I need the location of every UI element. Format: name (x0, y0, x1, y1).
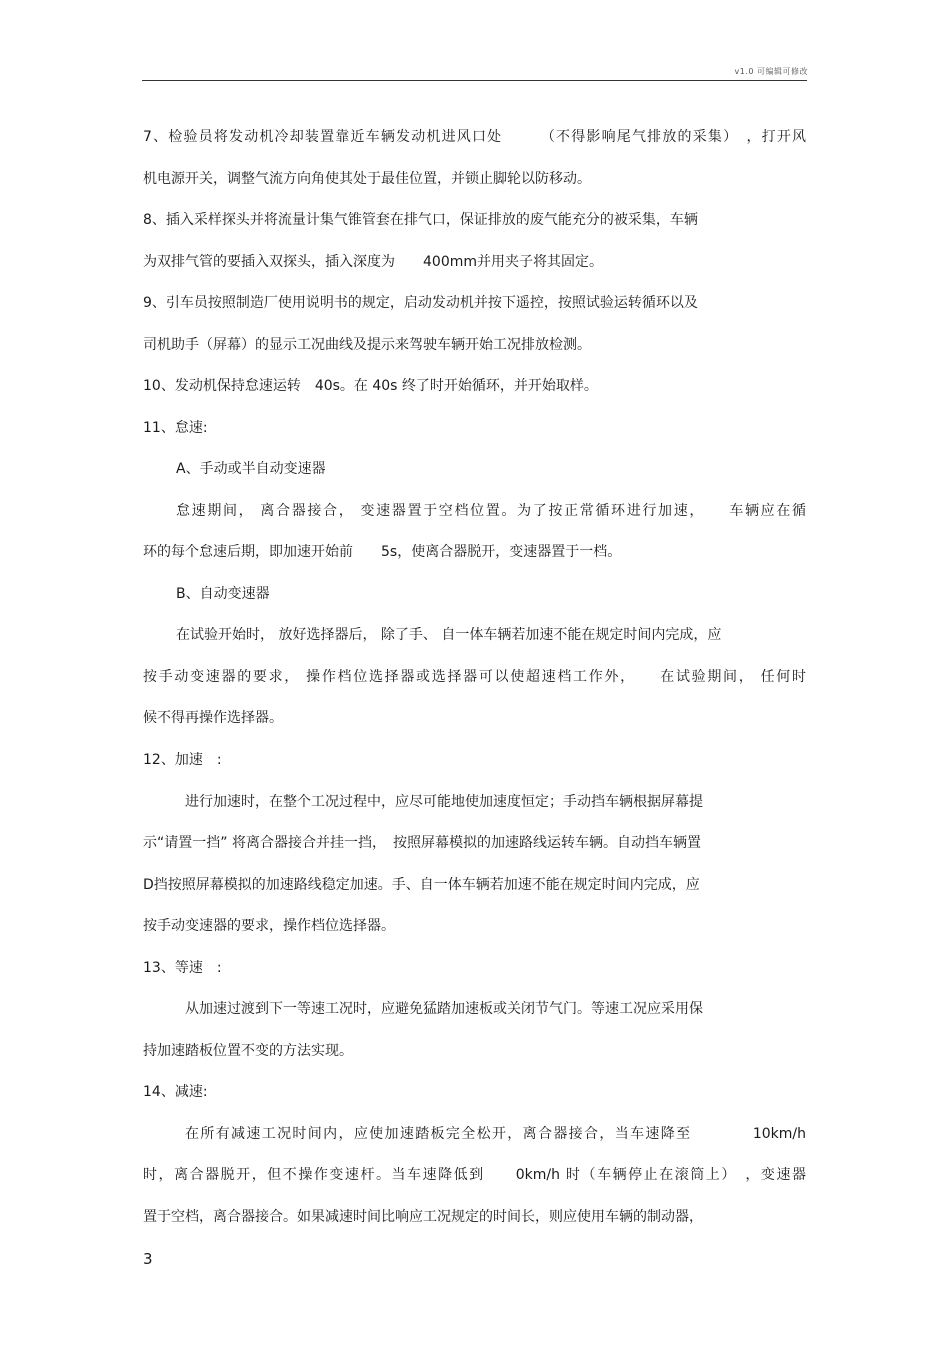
header-label: v1.0 可编辑可修改 (734, 67, 808, 76)
subsection-heading: A、手动或半自动变速器 (176, 461, 326, 477)
text-line: 环的每个怠速后期，即加速开始前 5s，使离合器脱开，变速器置于一档。 (143, 544, 622, 560)
text-line: 按手动变速器的要求， 操作档位选择器或选择器可以使超速档工作外， 在试验期间， 任何时 (143, 669, 806, 685)
section-heading: 12、加速 : (143, 752, 222, 768)
text-line: 司机助手（屏幕）的显示工况曲线及提示来驾驶车辆开始工况排放检测。 (143, 337, 591, 353)
text-line: 置于空档，离合器接合。如果减速时间比响应工况规定的时间长，则应使用车辆的制动器， (143, 1209, 703, 1225)
text-line: 按手动变速器的要求，操作档位选择器。 (143, 918, 395, 934)
text-line: 示“请置一挡” 将离合器接合并挂一挡， 按照屏幕模拟的加速路线运转车辆。自动挡车辆置 (143, 835, 701, 851)
text-line: 8、插入采样探头并将流量计集气锥管套在排气口，保证排放的废气能充分的被采集，车辆 (143, 212, 698, 228)
text-line: 进行加速时，在整个工况过程中，应尽可能地使加速度恒定；手动挡车辆根据屏幕提 (185, 794, 703, 810)
text-line: 为双排气管的要插入双探头，插入深度为 400mm并用夹子将其固定。 (143, 254, 603, 270)
section-heading: 11、怠速: (143, 420, 208, 436)
header-rule (142, 80, 807, 81)
text-line: 持加速踏板位置不变的方法实现。 (143, 1043, 353, 1059)
text-line: 时，离合器脱开，但不操作变速杆。当车速降低到 0km/h 时（车辆停止在滚筒上） ，变速器 (143, 1167, 806, 1183)
text-line: 10、发动机保持怠速运转 40s。在 40s 终了时开始循环，并开始取样。 (143, 378, 598, 394)
text-line: 7、检验员将发动机冷却装置靠近车辆发动机进风口处 （不得影响尾气排放的采集） ，打开风 (143, 129, 806, 145)
subsection-heading: B、自动变速器 (176, 586, 270, 602)
text-line: 在试验开始时， 放好选择器后， 除了手、 自一体车辆若加速不能在规定时间内完成，应 (176, 627, 722, 643)
text-line: 怠速期间， 离合器接合， 变速器置于空档位置。为了按正常循环进行加速， 车辆应在循 (176, 503, 806, 519)
text-line: 候不得再操作选择器。 (143, 710, 283, 726)
section-heading: 14、减速: (143, 1084, 208, 1100)
text-line: 9、引车员按照制造厂使用说明书的规定，启动发动机并按下遥控，按照试验运转循环以及 (143, 295, 698, 311)
section-heading: 13、等速 : (143, 960, 222, 976)
page-number: 3 (143, 1250, 153, 1268)
text-line: 从加速过渡到下一等速工况时，应避免猛踏加速板或关闭节气门。等速工况应采用保 (185, 1001, 703, 1017)
text-line: 机电源开关，调整气流方向角使其处于最佳位置，并锁止脚轮以防移动。 (143, 171, 591, 187)
text-line: D挡按照屏幕模拟的加速路线稳定加速。手、自一体车辆若加速不能在规定时间内完成，应 (143, 877, 700, 893)
text-line: 在所有减速工况时间内，应使加速踏板完全松开，离合器接合，当车速降至 10km/h (185, 1126, 806, 1142)
